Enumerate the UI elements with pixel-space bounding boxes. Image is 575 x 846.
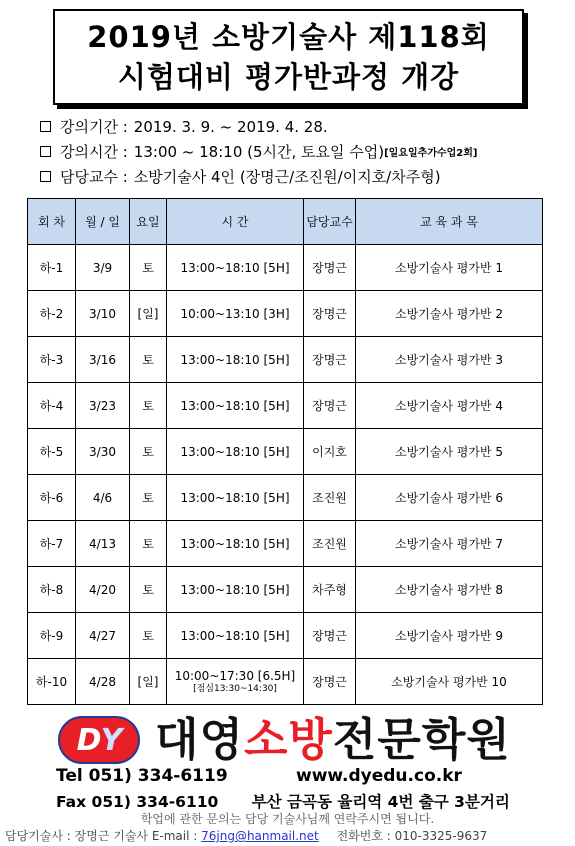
info-list (40, 114, 478, 189)
cell-session: 하-1 (28, 245, 76, 291)
table-row (28, 337, 543, 383)
info-period (40, 114, 478, 139)
header-time: 시 간 (167, 199, 304, 245)
info-time (40, 139, 478, 164)
info-time-value: 13:00 ~ 18:10 (5시간, 토요일 수업) (133, 143, 385, 161)
cell-time (167, 659, 304, 705)
contact-line-2 (56, 790, 510, 812)
cell-session: 하-5 (28, 429, 76, 475)
footer-email-link[interactable]: 76jng@hanmail.net (201, 829, 319, 843)
cell-date: 3/30 (76, 429, 130, 475)
table-row (28, 291, 543, 337)
cell-session: 하-2 (28, 291, 76, 337)
cell-subject: 소방기술사 평가반 6 (356, 475, 543, 521)
table-row (28, 383, 543, 429)
checkbox-bullet-icon (40, 171, 51, 182)
cell-teacher: 장명근 (304, 245, 356, 291)
cell-session: 하-9 (28, 613, 76, 659)
cell-teacher: 이지호 (304, 429, 356, 475)
cell-teacher: 차주형 (304, 567, 356, 613)
table-row (28, 613, 543, 659)
cell-day: [일] (130, 291, 167, 337)
header-subject: 교 육 과 목 (356, 199, 543, 245)
cell-date: 3/10 (76, 291, 130, 337)
cell-session: 하-8 (28, 567, 76, 613)
cell-subject: 소방기술사 평가반 5 (356, 429, 543, 475)
table-row (28, 475, 543, 521)
cell-time: 13:00~18:10 [5H] (167, 337, 304, 383)
cell-day: 토 (130, 567, 167, 613)
cell-time: 13:00~18:10 [5H] (167, 475, 304, 521)
table-header-row (28, 199, 543, 245)
cell-date: 4/13 (76, 521, 130, 567)
info-time-note: [일요일추가수업2회] (384, 148, 478, 159)
header-day: 요일 (130, 199, 167, 245)
academy-name-part3: 전문 (332, 713, 422, 766)
cell-day: [일] (130, 659, 167, 705)
contact-website[interactable]: www.dyedu.co.kr (296, 766, 462, 786)
cell-teacher: 조진원 (304, 475, 356, 521)
academy-name-part1: 대영 (155, 713, 244, 766)
cell-session: 하-6 (28, 475, 76, 521)
cell-day: 토 (130, 475, 167, 521)
info-teachers (40, 164, 478, 189)
table-row (28, 245, 543, 291)
cell-day: 토 (130, 245, 167, 291)
cell-time: 13:00~18:10 [5H] (167, 567, 304, 613)
contact-tel: Tel 051) 334-6119 (56, 766, 228, 786)
logo-mark-d: D (76, 722, 101, 758)
cell-time: 13:00~18:10 [5H] (167, 521, 304, 567)
cell-teacher: 장명근 (304, 659, 356, 705)
academy-logo (58, 712, 528, 768)
cell-time-main: 10:00~17:30 [6.5H] (174, 668, 296, 683)
cell-teacher: 장명근 (304, 337, 356, 383)
footer (5, 827, 487, 844)
cell-day: 토 (130, 521, 167, 567)
checkbox-bullet-icon (40, 121, 51, 132)
academy-name-part2: 소방 (243, 713, 333, 766)
cell-teacher: 조진원 (304, 521, 356, 567)
cell-date: 4/27 (76, 613, 130, 659)
info-period-key: 강의기간 : (60, 118, 128, 136)
cell-time: 13:00~18:10 [5H] (167, 613, 304, 659)
cell-subject: 소방기술사 평가반 2 (356, 291, 543, 337)
cell-subject: 소방기술사 평가반 4 (356, 383, 543, 429)
cell-teacher: 장명근 (304, 291, 356, 337)
info-period-value: 2019. 3. 9. ~ 2019. 4. 28. (133, 117, 328, 136)
cell-day: 토 (130, 613, 167, 659)
cell-time: 13:00~18:10 [5H] (167, 429, 304, 475)
cell-subject: 소방기술사 평가반 3 (356, 337, 543, 383)
inquiry-note: 학업에 관한 문의는 담당 기술사님께 연락주시면 됩니다. (140, 812, 435, 826)
cell-time-note: [점심13:30~14:30] (193, 683, 277, 694)
cell-session: 하-4 (28, 383, 76, 429)
logo-mark-y: Y (100, 722, 122, 758)
info-teachers-key: 담당교수 : (60, 168, 128, 186)
academy-name-part4: 학원 (421, 713, 511, 766)
cell-session: 하-7 (28, 521, 76, 567)
header-teacher: 담당교수 (304, 199, 356, 245)
header-session: 회 차 (28, 199, 76, 245)
cell-date: 4/28 (76, 659, 130, 705)
cell-date: 4/6 (76, 475, 130, 521)
checkbox-bullet-icon (40, 146, 51, 157)
contact-fax: Fax 051) 334-6110 (56, 793, 219, 811)
cell-subject: 소방기술사 평가반 7 (356, 521, 543, 567)
cell-session: 하-3 (28, 337, 76, 383)
footer-phone: 전화번호 : 010-3325-9637 (336, 829, 488, 843)
cell-date: 3/23 (76, 383, 130, 429)
cell-day: 토 (130, 383, 167, 429)
cell-session: 하-10 (28, 659, 76, 705)
contact-line-1 (56, 766, 516, 786)
cell-date: 4/20 (76, 567, 130, 613)
dy-logo-icon (58, 716, 140, 764)
academy-name (155, 712, 511, 768)
info-time-key: 강의시간 : (60, 143, 128, 161)
cell-teacher: 장명근 (304, 613, 356, 659)
table-row (28, 659, 543, 705)
cell-date: 3/16 (76, 337, 130, 383)
footer-manager: 담당기술사 : 장명근 기술사 E-mail : (5, 829, 198, 843)
cell-day: 토 (130, 337, 167, 383)
schedule-table (27, 198, 543, 705)
cell-subject: 소방기술사 평가반 8 (356, 567, 543, 613)
cell-time: 10:00~13:10 [3H] (167, 291, 304, 337)
table-row (28, 567, 543, 613)
title-box (53, 9, 524, 105)
cell-day: 토 (130, 429, 167, 475)
title-line-2: 시험대비 평가반과정 개강 (117, 60, 460, 94)
cell-subject: 소방기술사 평가반 9 (356, 613, 543, 659)
table-row (28, 429, 543, 475)
info-teachers-value: 소방기술사 4인 (장명근/조진원/이지호/차주형) (133, 168, 441, 186)
cell-date: 3/9 (76, 245, 130, 291)
title-line-1: 2019년 소방기술사 제118회 (87, 20, 490, 54)
header-date: 월 / 일 (76, 199, 130, 245)
table-row (28, 521, 543, 567)
cell-teacher: 장명근 (304, 383, 356, 429)
cell-time: 13:00~18:10 [5H] (167, 245, 304, 291)
cell-time: 13:00~18:10 [5H] (167, 383, 304, 429)
cell-subject: 소방기술사 평가반 10 (356, 659, 543, 705)
contact-address: 부산 금곡동 율리역 4번 출구 3분거리 (251, 793, 510, 811)
cell-subject: 소방기술사 평가반 1 (356, 245, 543, 291)
